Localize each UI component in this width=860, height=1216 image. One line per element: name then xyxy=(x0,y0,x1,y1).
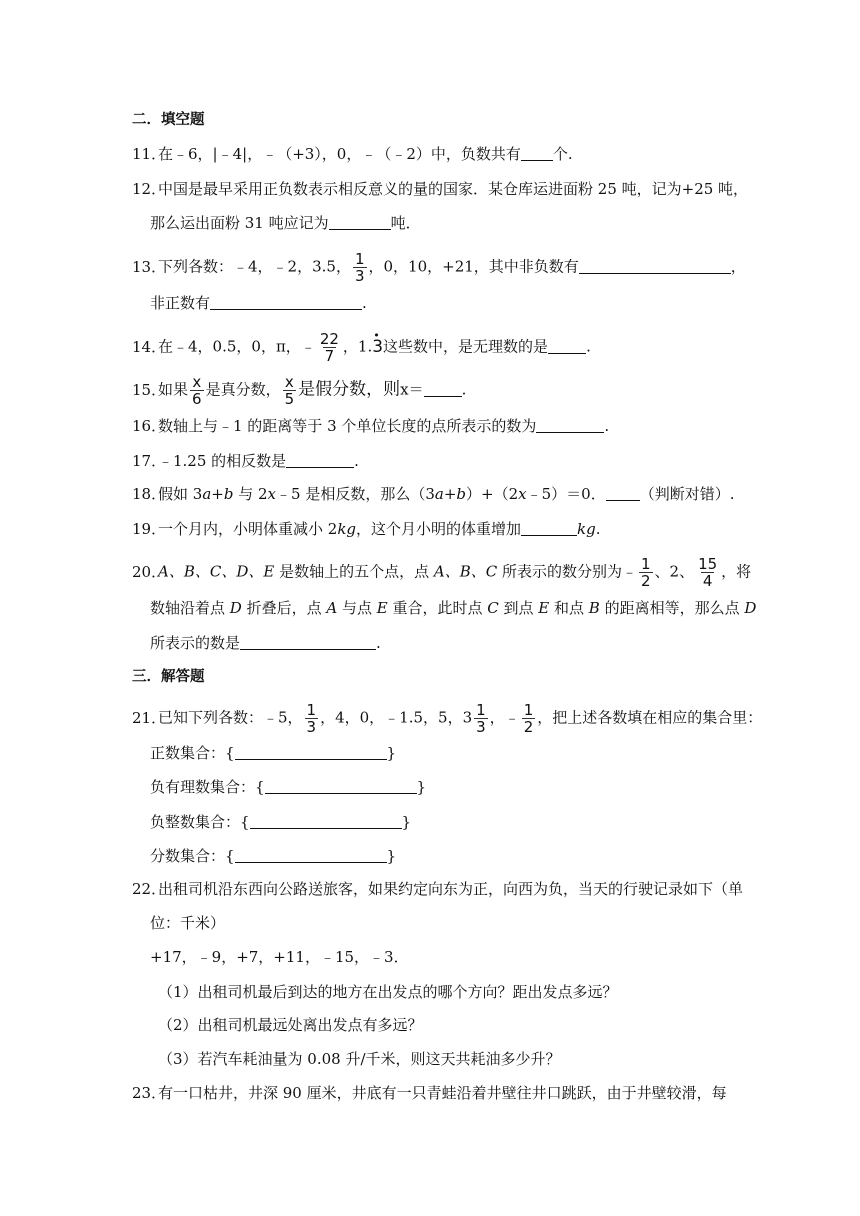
fraction: $\frac{1}{2}$ xyxy=(640,555,651,590)
fraction: $\frac{1}{2}$ xyxy=(523,701,534,736)
set-positive: 正数集合：{ } xyxy=(150,744,397,762)
fraction: $\frac{1}{3}$ xyxy=(476,701,486,736)
section-title-fill-in: 二．填空题 xyxy=(132,112,205,128)
answer-blank[interactable] xyxy=(548,338,586,354)
answer-blank[interactable] xyxy=(250,813,402,829)
question-19: 19．一个月内，小明体重减小 2kg，这个月小明的体重增加 kg. xyxy=(132,520,601,538)
answer-blank[interactable] xyxy=(329,214,391,230)
question-14: 14．在﹣4，0.5，0，π，﹣ $\frac{22}{7}$ ，1.• 3这些数中，是无理数的是 . xyxy=(132,331,591,364)
answer-blank[interactable] xyxy=(265,778,417,794)
answer-blank[interactable] xyxy=(240,634,376,650)
question-22-line2: 位：千米） xyxy=(150,914,226,932)
answer-blank[interactable] xyxy=(521,520,577,536)
question-17: 17．﹣1.25 的相反数是 . xyxy=(132,452,359,470)
question-13: 13．下列各数：﹣4，﹣2，3.5， $\frac{1}{3}$ ，0，10，+21，其中非负数有 ， xyxy=(132,250,746,285)
question-15: 15．如果 $\frac{x}{6}$ 是真分数， $\frac{x}{5}$ 是假分数，则x＝ . xyxy=(132,373,467,408)
fraction: $\frac{1}{3}$ xyxy=(354,250,365,285)
question-16: 16．数轴上与﹣1 的距离等于 3 个单位长度的点所表示的数为 . xyxy=(132,417,610,435)
fraction: $\frac{x}{6}$ xyxy=(192,373,202,408)
question-21: 21．已知下列各数：﹣5， $\frac{1}{3}$ ，4，0，﹣1.5，5，3 $\frac{1}{3}$ ，﹣ $\frac{1}{2}$ ，把上述各数填在相应的集合里： xyxy=(132,701,763,736)
set-fraction: 分数集合：{ } xyxy=(150,847,397,865)
fraction: $\frac{x}{5}$ xyxy=(284,373,295,408)
question-22-record: +17，﹣9，+7，+11，﹣15，﹣3． xyxy=(150,948,409,966)
fraction: $\frac{1}{3}$ xyxy=(306,701,317,736)
repeating-decimal-digit: • 3 xyxy=(372,336,383,358)
question-23: 23．有一口枯井，井深 90 厘米，井底有一只青蛙沿着井壁往井口跳跃，由于井壁较滑，每 xyxy=(132,1084,727,1102)
question-18: 18．假如 3a+b 与 2x﹣5 是相反数，那么（3a+b）+（2x﹣5）＝0． （判断对错）. xyxy=(132,485,735,503)
answer-blank[interactable] xyxy=(579,258,731,274)
question-11: 11．在﹣6，|﹣4|，﹣（+3），0，﹣（﹣2）中，负数共有 个. xyxy=(132,145,573,163)
question-22-part-3: （3）若汽车耗油量为 0.08 升/千米，则这天共耗油多少升？ xyxy=(158,1050,561,1068)
question-22: 22．出租司机沿东西向公路送旅客，如果约定向东为正，向西为负，当天的行驶记录如下（单 xyxy=(132,880,744,898)
answer-blank[interactable] xyxy=(606,485,640,501)
answer-blank[interactable] xyxy=(536,417,604,433)
answer-blank[interactable] xyxy=(424,381,462,397)
question-22-part-2: （2）出租司机最远处离出发点有多远？ xyxy=(158,1016,423,1034)
question-13-line2: 非正数有 . xyxy=(150,294,367,312)
set-negative-integer: 负整数集合：{ } xyxy=(150,813,412,831)
question-22-part-1: （1）出租司机最后到达的地方在出发点的哪个方向？距出发点多远？ xyxy=(158,983,618,1001)
fraction: $\frac{15}{4}$ xyxy=(698,555,718,590)
answer-blank[interactable] xyxy=(235,744,387,760)
answer-blank[interactable] xyxy=(286,452,354,468)
answer-blank[interactable] xyxy=(521,145,553,161)
answer-blank[interactable] xyxy=(210,294,362,310)
set-negative-rational: 负有理数集合：{ } xyxy=(150,778,427,796)
fraction: $\frac{22}{7}$ xyxy=(319,330,339,365)
question-12: 12．中国是最早采用正负数表示相反意义的量的国家．某仓库运进面粉 25 吨，记为+25 吨， xyxy=(132,180,749,198)
section-title-solve: 三．解答题 xyxy=(132,669,205,685)
question-12-line2: 那么运出面粉 31 吨应记为 吨． xyxy=(150,214,421,232)
question-20-line2: 数轴沿着点 D 折叠后，点 A 与点 E 重合，此时点 C 到点 E 和点 B 的距离相等，那么点 D xyxy=(150,599,757,617)
question-20-line3: 所表示的数是 . xyxy=(150,634,381,652)
answer-blank[interactable] xyxy=(235,847,387,863)
question-20: 20．A、B、C、D、E 是数轴上的五个点，点 A、B、C 所表示的数分别为﹣ $\frac{1}{2}$ 、2、 $\frac{15}{4}$ ，将 xyxy=(132,555,752,590)
